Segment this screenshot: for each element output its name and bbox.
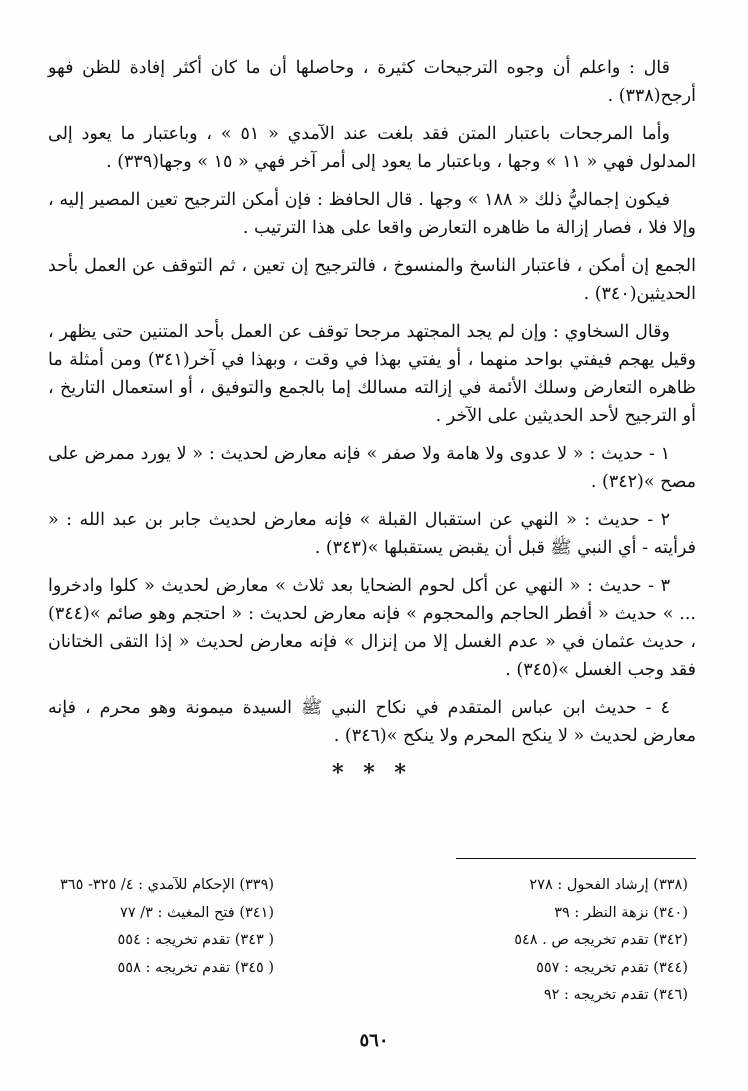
footnotes-left-column [60,872,274,1010]
example-2: ٢ - حديث : « النهي عن استقبال القبلة » فإنه معارض لحديث جابر بن عبد الله : « فرأيته - أي النبي ﷺ قبل أن يقبض يستقبلها »(٣٤٣) . [48,510,696,558]
main-text [48,54,696,786]
paragraph-5: وقال السخاوي : وإن لم يجد المجتهد مرجحا توقف عن العمل بأحد المتنين حتى يظهر ، وقيل يهجم فيفتي بواحد منهما ، أو يفتي بهذا في وقت ، وبهذا في آخر(٣٤١) ومن أمثلة ما ظاهره التعارض وسلك الأئمة في إزالته مسالك إما بالجمع والتوفيق ، أو استعمال التاريخ ، أو الترجيح لأحد الحديثين على الآخر . [48,322,697,426]
paragraph-2: وأما المرجحات باعتبار المتن فقد بلغت عند الآمدي « ٥١ » ، وباعتبار ما يعود إلى المدلول فهي « ١١ » وجها ، وباعتبار ما يعود إلى أمر آخر فهي « ١٥ » وجها(٣٣٩) . [48,124,696,172]
footnote-342: (٣٤٢) تقدم تخريجه ص . ٥٤٨ [514,932,688,948]
footnotes [60,872,688,1010]
footnote-345: ( ٣٤٥) تقدم تخريجه : ٥٥٨ [117,959,275,976]
footnote-343: ( ٣٤٣) تقدم تخريجه : ٥٥٤ [117,932,275,948]
footnote-338: (٣٣٨) إرشاد الفحول : ٢٧٨ [529,877,688,893]
example-1: ١ - حديث : « لا عدوى ولا هامة ولا صفر » فإنه معارض لحديث : « لا يورد ممرض على مصح »(٣٤٢) . [48,444,696,492]
footnote-341: (٣٤١) فتح المغيث : ٣/ ٧٧ [120,904,275,921]
footnote-340: (٣٤٠) نزهة النظر : ٣٩ [554,904,688,921]
paragraph-3: فيكون إجماليُّ ذلك « ١٨٨ » وجها . قال الحافظ : فإن أمكن الترجيح تعين المصير إليه ، وإلا فلا ، فصار إزالة ما ظاهره التعارض واقعا على هذا الترتيب . [48,190,696,238]
paragraph-1: قال : واعلم أن وجوه الترجيحات كثيرة ، وحاصلها أن ما كان أكثر إفادة للظن فهو أرجح(٣٣٨) . [48,58,696,106]
paragraph-4: الجمع إن أمكن ، فاعتبار الناسخ والمنسوخ ، فالترجيح إن تعين ، ثم التوقف عن العمل بأحد الحديثين(٣٤٠) . [48,256,696,304]
footnote-divider [456,858,696,859]
footnotes-right-column [514,872,688,1010]
footnote-344: (٣٤٤) تقدم تخريجه : ٥٥٧ [536,959,688,976]
example-3: ٣ - حديث : « النهي عن أكل لحوم الضحايا بعد ثلاث » معارض لحديث « كلوا وادخروا ... » حديث « أفطر الحاجم والمحجوم » فإنه معارض لحديث : « احتجم وهو صائم »(٣٤٤) ، حديث عثمان في « عدم الغسل إلا من إنزال » فإنه معارض لحديث « إذا التقى الختانان فقد وجب الغسل »(٣٤٥) . [48,576,696,680]
section-separator: * * * [332,760,412,786]
footnote-346: (٣٤٦) تقدم تخريجه : ٩٢ [543,987,688,1003]
page-number: ٥٦٠ [359,1030,389,1051]
example-4: ٤ - حديث ابن عباس المتقدم في نكاح النبي ﷺ السيدة ميمونة وهو محرم ، فإنه معارض لحديث « لا ينكح المحرم ولا ينكح »(٣٤٦) . [48,698,696,746]
footnote-339: (٣٣٩) الإحكام للآمدي : ٤/ ٣٢٥- ٣٦٥ [60,877,275,893]
